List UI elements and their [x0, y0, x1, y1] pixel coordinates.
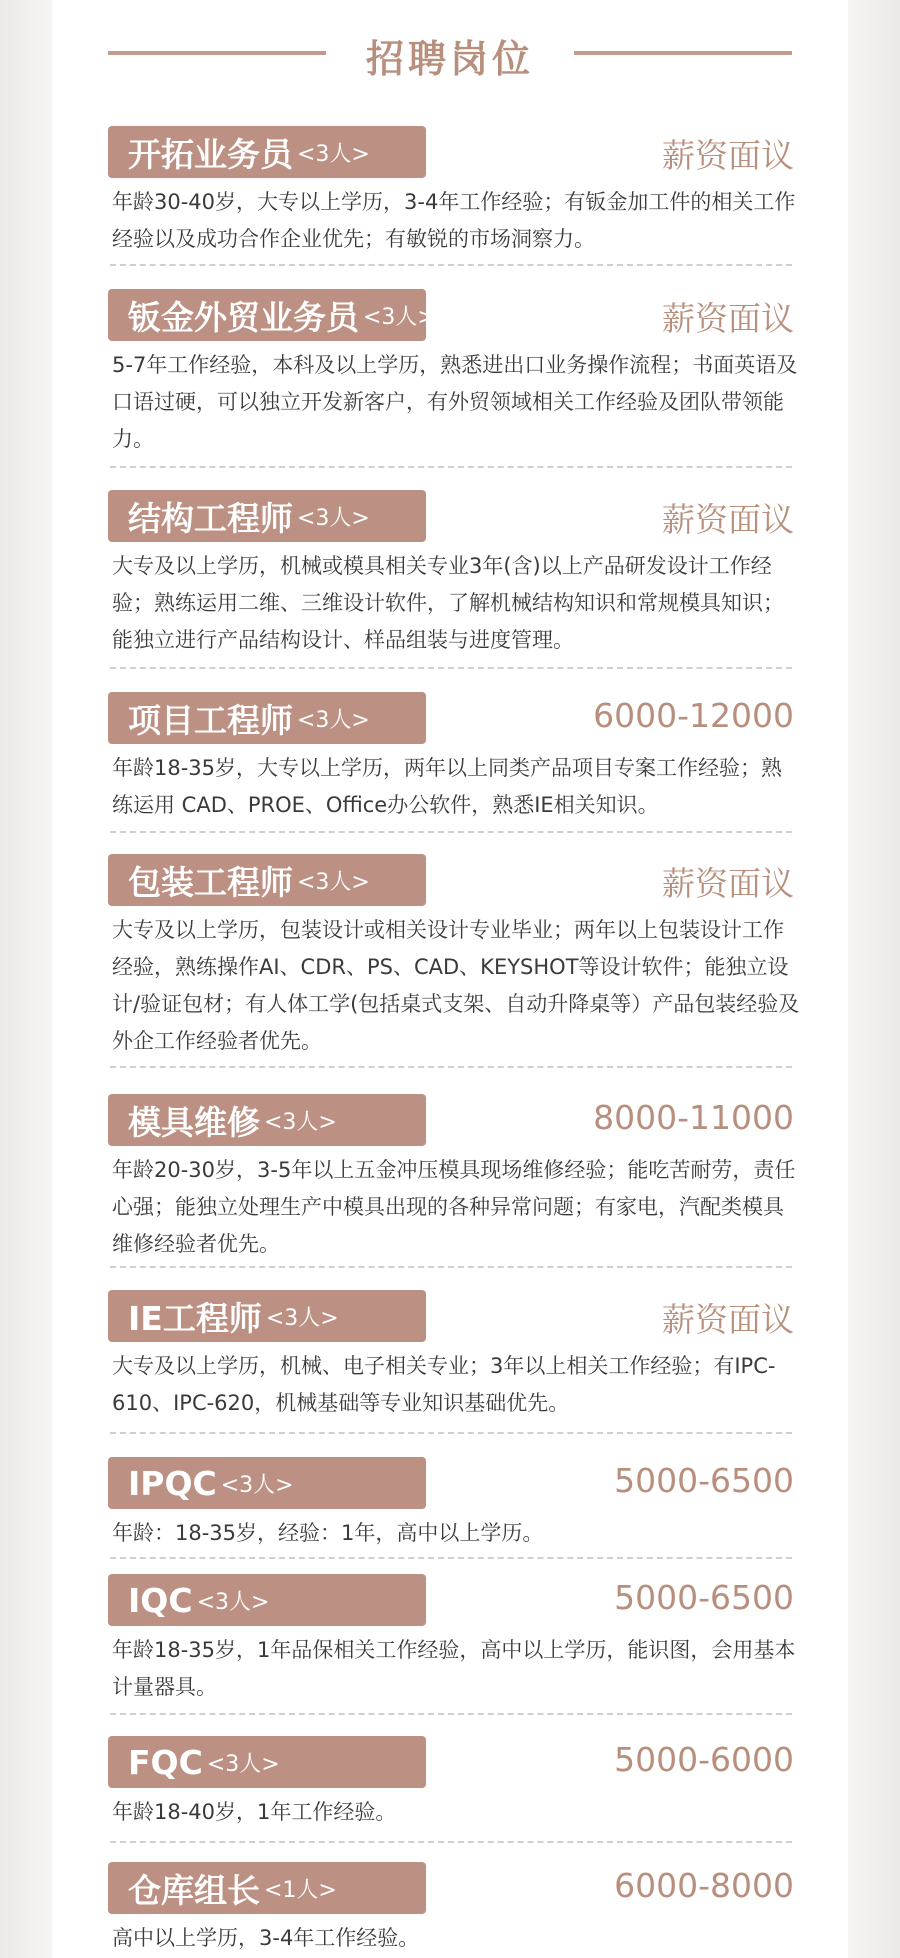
job-headcount: <1人> — [264, 1877, 337, 1903]
job-title-tag — [108, 490, 426, 542]
right-margin — [848, 0, 900, 1958]
header-line-right — [574, 51, 792, 55]
job-title-tag — [108, 1574, 426, 1626]
job-title: FQC — [128, 1742, 203, 1782]
job-description: 5-7年工作经验，本科及以上学历，熟悉进出口业务操作流程；书面英语及口语过硬，可以独立开发新客户，有外贸领域相关工作经验及团队带领能力。 — [112, 353, 798, 451]
job-description: 年龄20-30岁，3-5年以上五金冲压模具现场维修经验；能吃苦耐劳，责任心强；能独立处理生产中模具出现的各种异常问题；有家电，汽配类模具维修经验者优先。 — [112, 1158, 796, 1256]
job-headcount: <3人> — [220, 1472, 294, 1498]
job-title: IPQC — [128, 1463, 217, 1503]
job-title-tag — [108, 1457, 426, 1509]
job-salary: 5000-6500 — [614, 1461, 794, 1500]
job-description: 年龄18-35岁，大专以上学历，两年以上同类产品项目专案工作经验；熟练运用 CAD、PROE、Office办公软件，熟悉IE相关知识。 — [112, 756, 783, 817]
job-salary: 薪资面议 — [662, 500, 794, 539]
job-title-tag — [108, 1862, 426, 1914]
job-title: 模具维修 — [128, 1102, 260, 1142]
job-headcount: <3人> — [363, 304, 436, 330]
job-title: 仓库组长 — [128, 1870, 260, 1910]
job-divider — [110, 831, 792, 833]
job-salary: 6000-12000 — [593, 696, 794, 735]
job-divider — [110, 264, 792, 266]
job-headcount: <3人> — [297, 141, 370, 167]
job-title: 项目工程师 — [128, 700, 293, 740]
job-title: 开拓业务员 — [128, 134, 293, 174]
job-description: 大专及以上学历，机械或模具相关专业3年(含)以上产品研发设计工作经验；熟练运用二维、三维设计软件，了解机械结构知识和常规模具知识；能独立进行产品结构设计、样品组装与进度管理。 — [112, 554, 784, 652]
job-description: 年龄18-40岁，1年工作经验。 — [112, 1800, 397, 1824]
job-divider — [110, 667, 792, 669]
job-salary: 薪资面议 — [662, 299, 794, 338]
job-title-tag — [108, 289, 436, 341]
job-title: IE工程师 — [128, 1298, 262, 1338]
job-headcount: <3人> — [297, 707, 370, 733]
job-title-tag — [108, 1736, 426, 1788]
job-salary: 薪资面议 — [662, 1300, 794, 1339]
job-description: 年龄18-35岁，1年品保相关工作经验，高中以上学历，能识图，会用基本计量器具。 — [112, 1638, 796, 1699]
job-description: 年龄30-40岁，大专以上学历，3-4年工作经验；有钣金加工件的相关工作经验以及成功合作企业优先；有敏锐的市场洞察力。 — [112, 190, 796, 251]
job-divider — [110, 1432, 792, 1434]
job-title: 钣金外贸业务员 — [128, 297, 359, 337]
section-title: 招聘岗位 — [365, 37, 534, 81]
job-title-tag — [108, 1290, 426, 1342]
job-divider — [110, 1713, 792, 1715]
job-description: 大专及以上学历，机械、电子相关专业；3年以上相关工作经验；有IPC-610、IPC-620，机械基础等专业知识基础优先。 — [112, 1354, 776, 1415]
job-headcount: <3人> — [297, 869, 370, 895]
job-title-tag — [108, 854, 426, 906]
job-title-tag — [108, 126, 426, 178]
job-description: 高中以上学历，3-4年工作经验。 — [112, 1926, 420, 1950]
section-header — [0, 18, 900, 88]
job-salary: 6000-8000 — [614, 1866, 794, 1905]
job-divider — [110, 1841, 792, 1843]
job-title: IQC — [128, 1580, 193, 1620]
job-salary: 薪资面议 — [662, 864, 794, 903]
left-margin — [0, 0, 52, 1958]
job-salary: 薪资面议 — [662, 136, 794, 175]
job-title: 包装工程师 — [128, 862, 293, 902]
job-headcount: <3人> — [264, 1109, 337, 1135]
job-headcount: <3人> — [196, 1589, 270, 1615]
job-description: 大专及以上学历，包装设计或相关设计专业毕业；两年以上包装设计工作经验，熟练操作AI、CDR、PS、CAD、KEYSHOT等设计软件；能独立设计/验证包材；有人体工学(包括桌式支架、自动升降桌等）产品包装经验及外企工作经验者优先。 — [112, 918, 800, 1053]
job-title-tag — [108, 1094, 426, 1146]
job-salary: 8000-11000 — [593, 1098, 794, 1137]
header-line-left — [108, 51, 326, 55]
job-headcount: <3人> — [265, 1305, 339, 1331]
job-salary: 5000-6000 — [614, 1740, 794, 1779]
job-divider — [110, 1266, 792, 1268]
job-title-tag — [108, 692, 426, 744]
job-headcount: <3人> — [297, 505, 370, 531]
job-headcount: <3人> — [206, 1751, 280, 1777]
job-divider — [110, 1557, 792, 1559]
job-divider — [110, 466, 792, 468]
job-description: 年龄：18-35岁，经验：1年，高中以上学历。 — [112, 1521, 544, 1545]
job-title: 结构工程师 — [128, 498, 293, 538]
job-divider — [110, 1066, 792, 1068]
job-salary: 5000-6500 — [614, 1578, 794, 1617]
